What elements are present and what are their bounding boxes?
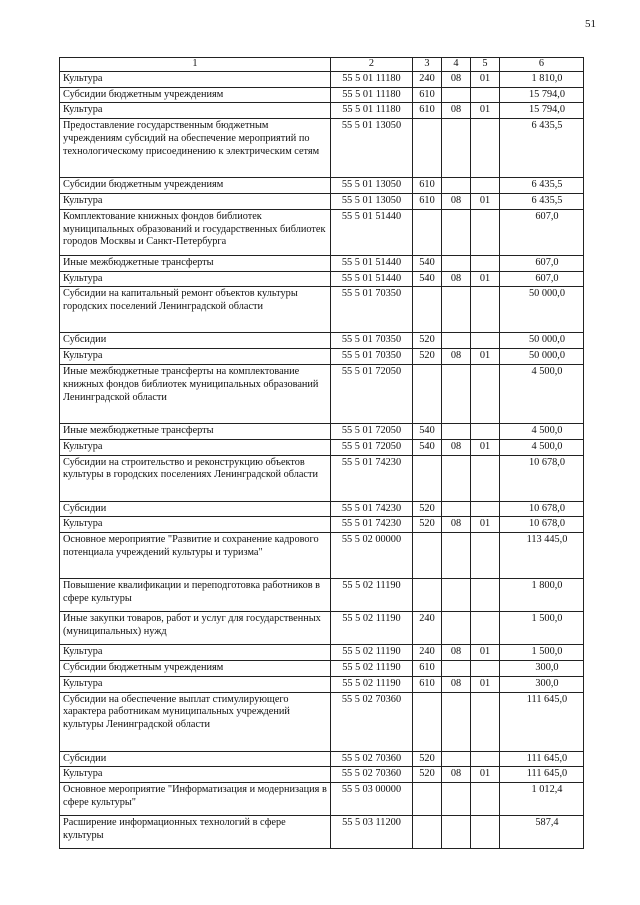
row-name-cell: Субсидии на обеспечение выплат стимулирующего характера работникам муниципальных учреждений культуры Ленинградской области <box>60 692 331 751</box>
row-section-cell: 08 <box>442 193 471 209</box>
row-name-cell: Культура <box>60 103 331 119</box>
row-name-cell: Субсидии бюджетным учреждениям <box>60 660 331 676</box>
row-amount-cell: 50 000,0 <box>500 333 584 349</box>
table-row <box>60 439 584 455</box>
row-expense-type-cell: 240 <box>413 645 442 661</box>
header-cell: 4 <box>442 58 471 72</box>
row-name-cell: Субсидии бюджетным учреждениям <box>60 178 331 194</box>
header-row <box>60 58 584 72</box>
row-code-cell: 55 5 01 74230 <box>331 517 413 533</box>
row-code-cell: 55 5 01 51440 <box>331 255 413 271</box>
row-expense-type-cell: 610 <box>413 676 442 692</box>
row-name-cell: Субсидии <box>60 751 331 767</box>
row-subsection-cell <box>471 579 500 612</box>
row-code-cell: 55 5 02 70360 <box>331 751 413 767</box>
row-section-cell <box>442 579 471 612</box>
row-section-cell <box>442 255 471 271</box>
row-subsection-cell <box>471 423 500 439</box>
row-expense-type-cell <box>413 533 442 579</box>
row-name-cell: Предоставление государственным бюджетным учреждениям субсидий на обеспечение мероприятий по технологическому присоединению к электрическим сетям <box>60 119 331 178</box>
table-row <box>60 751 584 767</box>
row-code-cell: 55 5 01 13050 <box>331 119 413 178</box>
row-section-cell <box>442 751 471 767</box>
row-code-cell: 55 5 01 11180 <box>331 71 413 87</box>
row-code-cell: 55 5 01 70350 <box>331 333 413 349</box>
row-subsection-cell <box>471 119 500 178</box>
row-expense-type-cell: 240 <box>413 612 442 645</box>
row-code-cell: 55 5 02 11190 <box>331 645 413 661</box>
row-name-cell: Культура <box>60 71 331 87</box>
table-row <box>60 645 584 661</box>
table-row <box>60 501 584 517</box>
row-name-cell: Культура <box>60 645 331 661</box>
row-section-cell <box>442 533 471 579</box>
table-row <box>60 612 584 645</box>
row-amount-cell: 50 000,0 <box>500 287 584 333</box>
row-code-cell: 55 5 02 11190 <box>331 579 413 612</box>
row-section-cell: 08 <box>442 71 471 87</box>
row-amount-cell: 111 645,0 <box>500 767 584 783</box>
row-amount-cell: 300,0 <box>500 676 584 692</box>
row-section-cell: 08 <box>442 645 471 661</box>
row-code-cell: 55 5 01 72050 <box>331 364 413 423</box>
header-cell: 5 <box>471 58 500 72</box>
row-amount-cell: 607,0 <box>500 271 584 287</box>
row-subsection-cell: 01 <box>471 767 500 783</box>
table-row <box>60 783 584 816</box>
row-amount-cell: 4 500,0 <box>500 364 584 423</box>
row-section-cell <box>442 209 471 255</box>
row-expense-type-cell: 610 <box>413 178 442 194</box>
row-section-cell <box>442 87 471 103</box>
row-name-cell: Культура <box>60 271 331 287</box>
row-name-cell: Культура <box>60 439 331 455</box>
row-subsection-cell: 01 <box>471 439 500 455</box>
row-section-cell: 08 <box>442 767 471 783</box>
row-section-cell <box>442 783 471 816</box>
row-subsection-cell <box>471 816 500 849</box>
row-section-cell <box>442 423 471 439</box>
table-row <box>60 533 584 579</box>
row-amount-cell: 1 800,0 <box>500 579 584 612</box>
table-row <box>60 364 584 423</box>
row-subsection-cell: 01 <box>471 193 500 209</box>
row-amount-cell: 1 500,0 <box>500 612 584 645</box>
row-name-cell: Основное мероприятие "Информатизация и модернизация в сфере культуры" <box>60 783 331 816</box>
row-section-cell <box>442 178 471 194</box>
row-amount-cell: 1 810,0 <box>500 71 584 87</box>
row-section-cell <box>442 455 471 501</box>
table-row <box>60 71 584 87</box>
row-subsection-cell: 01 <box>471 676 500 692</box>
row-amount-cell: 111 645,0 <box>500 692 584 751</box>
row-subsection-cell <box>471 333 500 349</box>
row-name-cell: Субсидии на капитальный ремонт объектов культуры городских поселений Ленинградской области <box>60 287 331 333</box>
row-code-cell: 55 5 02 70360 <box>331 692 413 751</box>
row-expense-type-cell: 240 <box>413 71 442 87</box>
header-cell: 2 <box>331 58 413 72</box>
row-subsection-cell: 01 <box>471 349 500 365</box>
row-section-cell <box>442 660 471 676</box>
row-expense-type-cell <box>413 692 442 751</box>
row-subsection-cell: 01 <box>471 103 500 119</box>
header-cell: 3 <box>413 58 442 72</box>
row-code-cell: 55 5 01 11180 <box>331 103 413 119</box>
row-code-cell: 55 5 02 11190 <box>331 660 413 676</box>
row-amount-cell: 15 794,0 <box>500 103 584 119</box>
row-amount-cell: 607,0 <box>500 209 584 255</box>
table-row <box>60 193 584 209</box>
row-expense-type-cell: 520 <box>413 501 442 517</box>
row-name-cell: Культура <box>60 517 331 533</box>
row-name-cell: Иные межбюджетные трансферты <box>60 255 331 271</box>
row-amount-cell: 50 000,0 <box>500 349 584 365</box>
row-expense-type-cell: 520 <box>413 767 442 783</box>
table-row <box>60 455 584 501</box>
row-code-cell: 55 5 01 70350 <box>331 349 413 365</box>
row-code-cell: 55 5 02 11190 <box>331 676 413 692</box>
row-name-cell: Субсидии <box>60 501 331 517</box>
table-row <box>60 333 584 349</box>
row-amount-cell: 15 794,0 <box>500 87 584 103</box>
row-amount-cell: 6 435,5 <box>500 178 584 194</box>
row-name-cell: Комплектование книжных фондов библиотек муниципальных образований и государственных библиотек городов Москвы и Санкт-Петербурга <box>60 209 331 255</box>
row-expense-type-cell: 520 <box>413 517 442 533</box>
row-amount-cell: 10 678,0 <box>500 517 584 533</box>
row-code-cell: 55 5 01 51440 <box>331 209 413 255</box>
table-row <box>60 209 584 255</box>
row-expense-type-cell: 610 <box>413 103 442 119</box>
table-row <box>60 660 584 676</box>
row-name-cell: Иные межбюджетные трансферты <box>60 423 331 439</box>
row-subsection-cell <box>471 364 500 423</box>
table-row <box>60 579 584 612</box>
row-section-cell: 08 <box>442 271 471 287</box>
row-code-cell: 55 5 01 70350 <box>331 287 413 333</box>
row-expense-type-cell: 520 <box>413 349 442 365</box>
table-row <box>60 103 584 119</box>
row-subsection-cell <box>471 87 500 103</box>
row-subsection-cell: 01 <box>471 645 500 661</box>
row-name-cell: Повышение квалификации и переподготовка работников в сфере культуры <box>60 579 331 612</box>
row-name-cell: Культура <box>60 767 331 783</box>
row-expense-type-cell <box>413 287 442 333</box>
table-row <box>60 517 584 533</box>
row-section-cell: 08 <box>442 349 471 365</box>
row-code-cell: 55 5 01 72050 <box>331 423 413 439</box>
row-name-cell: Субсидии <box>60 333 331 349</box>
row-subsection-cell <box>471 751 500 767</box>
row-section-cell <box>442 364 471 423</box>
row-expense-type-cell: 540 <box>413 271 442 287</box>
row-code-cell: 55 5 01 51440 <box>331 271 413 287</box>
row-subsection-cell <box>471 255 500 271</box>
table-row <box>60 255 584 271</box>
row-expense-type-cell: 610 <box>413 193 442 209</box>
row-expense-type-cell <box>413 364 442 423</box>
row-amount-cell: 6 435,5 <box>500 193 584 209</box>
row-name-cell: Расширение информационных технологий в сфере культуры <box>60 816 331 849</box>
row-subsection-cell <box>471 660 500 676</box>
row-subsection-cell <box>471 612 500 645</box>
row-expense-type-cell: 520 <box>413 333 442 349</box>
row-amount-cell: 587,4 <box>500 816 584 849</box>
row-code-cell: 55 5 02 00000 <box>331 533 413 579</box>
row-subsection-cell: 01 <box>471 71 500 87</box>
table-row <box>60 271 584 287</box>
row-expense-type-cell <box>413 783 442 816</box>
row-code-cell: 55 5 01 74230 <box>331 455 413 501</box>
row-name-cell: Культура <box>60 349 331 365</box>
row-section-cell <box>442 612 471 645</box>
row-amount-cell: 6 435,5 <box>500 119 584 178</box>
row-name-cell: Субсидии бюджетным учреждениям <box>60 87 331 103</box>
budget-table <box>59 57 584 849</box>
table-row <box>60 423 584 439</box>
table-row <box>60 287 584 333</box>
table-row <box>60 676 584 692</box>
table-row <box>60 816 584 849</box>
row-code-cell: 55 5 03 00000 <box>331 783 413 816</box>
row-name-cell: Субсидии на строительство и реконструкцию объектов культуры в городских поселениях Ленинградской области <box>60 455 331 501</box>
row-expense-type-cell <box>413 816 442 849</box>
row-amount-cell: 10 678,0 <box>500 455 584 501</box>
table-row <box>60 349 584 365</box>
row-amount-cell: 1 012,4 <box>500 783 584 816</box>
row-section-cell: 08 <box>442 439 471 455</box>
row-amount-cell: 1 500,0 <box>500 645 584 661</box>
row-subsection-cell <box>471 783 500 816</box>
row-subsection-cell <box>471 455 500 501</box>
row-subsection-cell <box>471 287 500 333</box>
header-cell: 1 <box>60 58 331 72</box>
row-name-cell: Иные межбюджетные трансферты на комплектование книжных фондов библиотек муниципальных образований Ленинградской области <box>60 364 331 423</box>
row-subsection-cell <box>471 533 500 579</box>
row-amount-cell: 10 678,0 <box>500 501 584 517</box>
row-amount-cell: 4 500,0 <box>500 439 584 455</box>
row-amount-cell: 607,0 <box>500 255 584 271</box>
row-code-cell: 55 5 01 13050 <box>331 178 413 194</box>
row-expense-type-cell <box>413 455 442 501</box>
row-expense-type-cell: 540 <box>413 439 442 455</box>
row-section-cell: 08 <box>442 676 471 692</box>
row-code-cell: 55 5 02 11190 <box>331 612 413 645</box>
row-section-cell <box>442 287 471 333</box>
row-subsection-cell: 01 <box>471 517 500 533</box>
table-row <box>60 692 584 751</box>
row-subsection-cell <box>471 501 500 517</box>
row-section-cell <box>442 119 471 178</box>
table-row <box>60 178 584 194</box>
row-expense-type-cell: 520 <box>413 751 442 767</box>
row-section-cell: 08 <box>442 103 471 119</box>
row-amount-cell: 111 645,0 <box>500 751 584 767</box>
header-cell: 6 <box>500 58 584 72</box>
row-subsection-cell: 01 <box>471 271 500 287</box>
row-code-cell: 55 5 01 11180 <box>331 87 413 103</box>
row-section-cell <box>442 692 471 751</box>
row-section-cell <box>442 816 471 849</box>
row-expense-type-cell <box>413 209 442 255</box>
row-subsection-cell <box>471 209 500 255</box>
row-subsection-cell <box>471 178 500 194</box>
row-code-cell: 55 5 01 13050 <box>331 193 413 209</box>
row-section-cell <box>442 501 471 517</box>
row-code-cell: 55 5 03 11200 <box>331 816 413 849</box>
row-name-cell: Иные закупки товаров, работ и услуг для государственных (муниципальных) нужд <box>60 612 331 645</box>
row-section-cell: 08 <box>442 517 471 533</box>
row-name-cell: Культура <box>60 676 331 692</box>
row-code-cell: 55 5 01 72050 <box>331 439 413 455</box>
table-row <box>60 767 584 783</box>
row-expense-type-cell: 540 <box>413 423 442 439</box>
row-code-cell: 55 5 01 74230 <box>331 501 413 517</box>
table-row <box>60 119 584 178</box>
row-expense-type-cell: 610 <box>413 660 442 676</box>
row-name-cell: Основное мероприятие "Развитие и сохранение кадрового потенциала учреждений культуры и туризма" <box>60 533 331 579</box>
row-expense-type-cell <box>413 119 442 178</box>
row-amount-cell: 300,0 <box>500 660 584 676</box>
table-row <box>60 87 584 103</box>
page-number: 51 <box>585 18 596 30</box>
row-section-cell <box>442 333 471 349</box>
row-code-cell: 55 5 02 70360 <box>331 767 413 783</box>
row-amount-cell: 4 500,0 <box>500 423 584 439</box>
row-amount-cell: 113 445,0 <box>500 533 584 579</box>
row-expense-type-cell: 610 <box>413 87 442 103</box>
row-subsection-cell <box>471 692 500 751</box>
row-expense-type-cell <box>413 579 442 612</box>
row-name-cell: Культура <box>60 193 331 209</box>
row-expense-type-cell: 540 <box>413 255 442 271</box>
